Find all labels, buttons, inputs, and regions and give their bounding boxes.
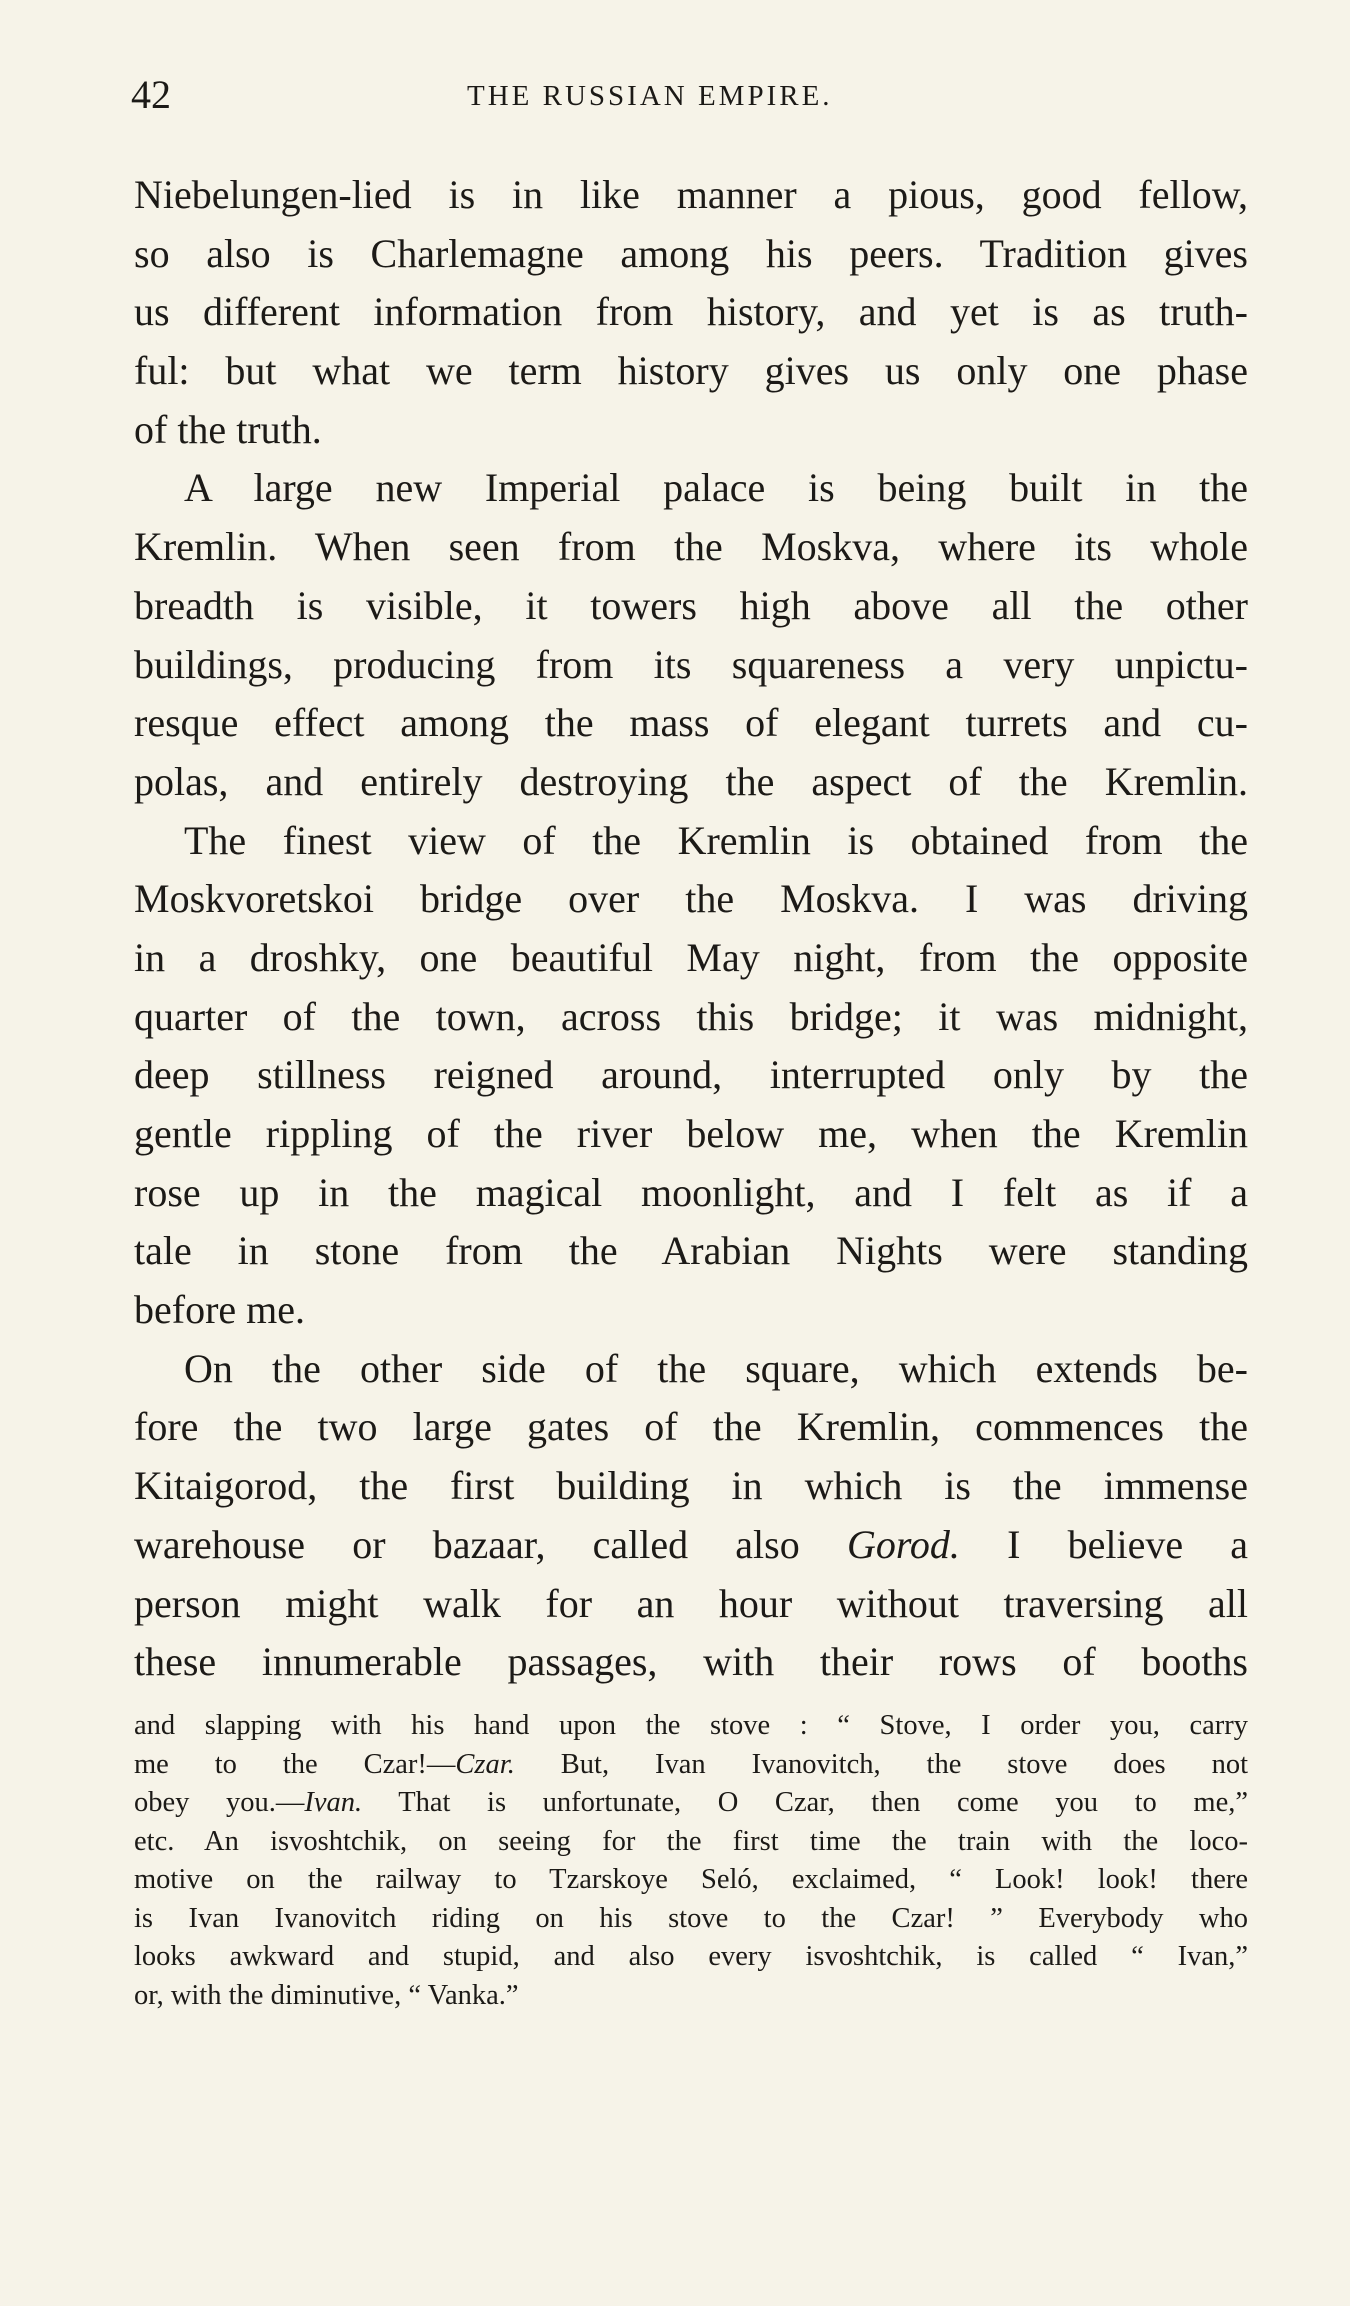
text-line: rose up in the magical moonlight, and I felt as if a: [134, 1169, 1248, 1215]
text-line: breadth is visible, it towers high above all the other: [134, 582, 1248, 628]
text-line: person might walk for an hour without traversing all: [134, 1580, 1248, 1626]
page-header: [131, 70, 1246, 120]
footnote-line: motive on the railway to Tzarskoye Seló, exclaimed, “ Look! look! there: [134, 1864, 1248, 1895]
text-line: Kremlin. When seen from the Moskva, where its whole: [134, 524, 1248, 570]
text-line: of the truth.: [134, 406, 322, 452]
text-line: Niebelungen-lied is in like manner a pious, good fellow,: [134, 172, 1248, 217]
text-line: gentle rippling of the river below me, when the Kremlin: [134, 1111, 1248, 1156]
paragraph-start-line: The finest view of the Kremlin is obtained from the: [184, 817, 1248, 863]
text-segment: warehouse or bazaar, called also: [134, 1521, 800, 1567]
main-text: [134, 166, 1248, 1692]
text-segment: me to the Czar!—: [134, 1748, 456, 1780]
text-segment: That is unfortunate, O Czar, then come you to me,”: [398, 1787, 1248, 1818]
footnote-line: or, with the diminutive, “ Vanka.”: [134, 1979, 519, 2011]
text-line: before me.: [134, 1287, 306, 1333]
footnote-line: is Ivan Ivanovitch riding on his stove to the Czar! ” Everybody who: [134, 1902, 1248, 1934]
italic-word: Czar.: [455, 1748, 515, 1780]
text-segment: obey you.—: [134, 1787, 305, 1818]
text-line: so also is Charlemagne among his peers. Tradition gives: [134, 230, 1248, 276]
footnote: [134, 1707, 1248, 2015]
text-line: quarter of the town, across this bridge; it was midnight,: [134, 993, 1248, 1039]
text-line: Moskvoretskoi bridge over the Moskva. I was driving: [134, 876, 1248, 922]
page-number: 42: [131, 72, 171, 117]
text-line: fore the two large gates of the Kremlin, commences the: [134, 1404, 1248, 1450]
footnote-line: and slapping with his hand upon the stove : “ Stove, I order you, carry: [134, 1710, 1248, 1741]
text-segment: I believe a: [1007, 1521, 1249, 1567]
text-line: ful: but what we term history gives us only one phase: [134, 348, 1248, 394]
text-line: these innumerable passages, with their rows of booths: [134, 1639, 1248, 1685]
footnote-line: looks awkward and stupid, and also every isvoshtchik, is called “ Ivan,”: [134, 1941, 1248, 1972]
text-line: us different information from history, and yet is as truth-: [134, 289, 1248, 335]
footnote-line: etc. An isvoshtchik, on seeing for the first time the train with the loco-: [134, 1825, 1248, 1857]
paragraph-start-line: A large new Imperial palace is being built in the: [184, 465, 1248, 511]
text-line: buildings, producing from its squareness a very unpictu-: [134, 641, 1248, 687]
text-line: Kitaigorod, the first building in which is the immense: [134, 1463, 1248, 1509]
text-line: tale in stone from the Arabian Nights were standing: [134, 1228, 1248, 1274]
text-segment: But, Ivan Ivanovitch, the stove does not: [560, 1748, 1248, 1780]
text-line: resque effect among the mass of elegant turrets and cu-: [134, 700, 1248, 746]
footnote-line-with-italic: [134, 1784, 1248, 1823]
italic-word: Ivan.: [304, 1787, 363, 1818]
running-title: THE RUSSIAN EMPIRE.: [467, 80, 833, 112]
paragraph-start-line: On the other side of the square, which extends be-: [184, 1345, 1248, 1391]
text-line: deep stillness reigned around, interrupted only by the: [134, 1052, 1248, 1098]
text-line-with-italic: [134, 1516, 1248, 1575]
text-line: polas, and entirely destroying the aspect of the Kremlin.: [134, 758, 1248, 804]
text-line: in a droshky, one beautiful May night, from the opposite: [134, 934, 1248, 980]
footnote-line-with-italic: [134, 1746, 1248, 1785]
italic-word: Gorod.: [846, 1521, 960, 1567]
